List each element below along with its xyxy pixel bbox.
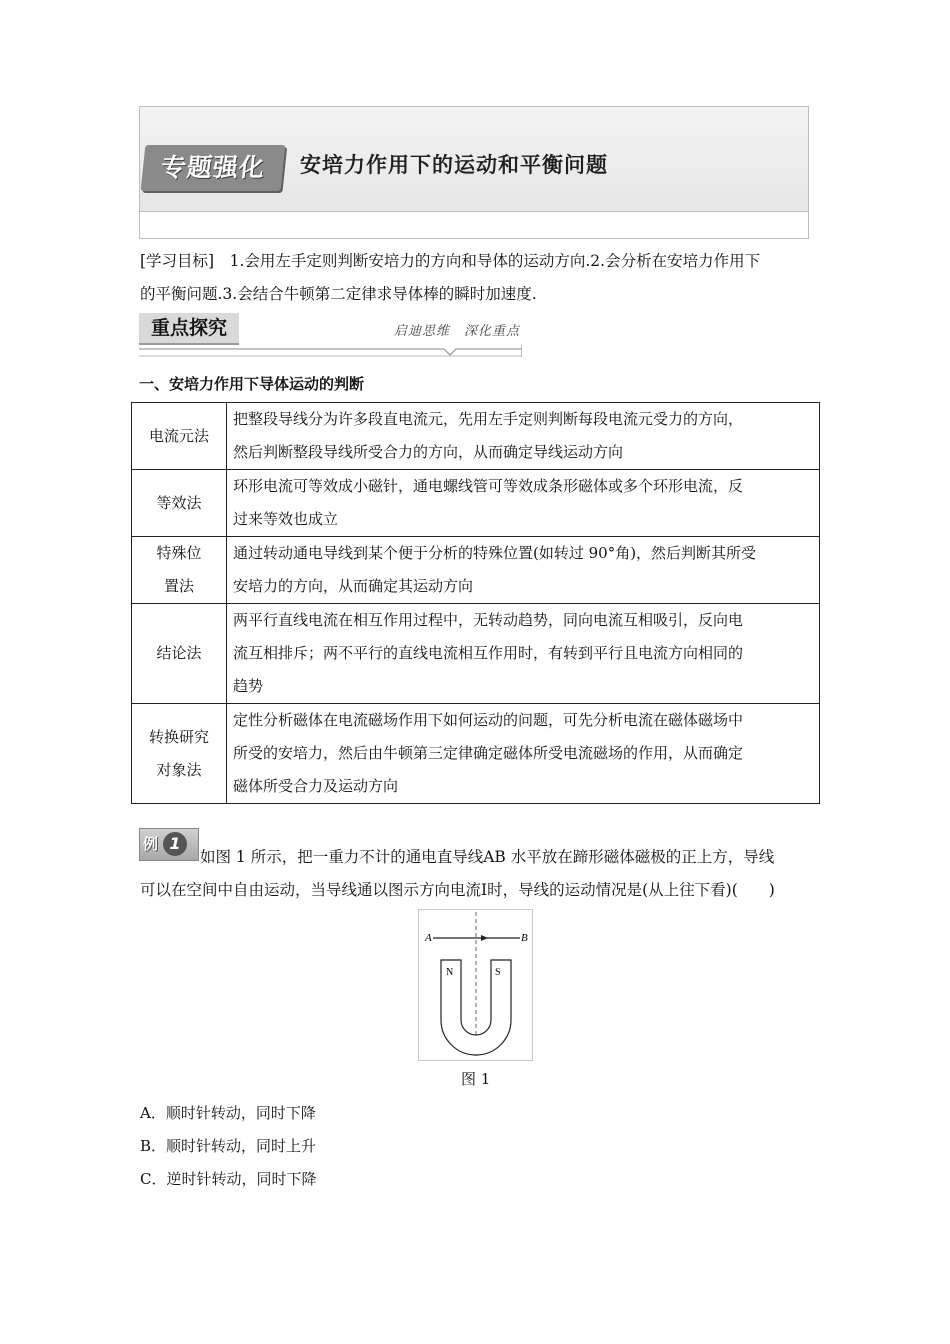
page-title: 安培力作用下的运动和平衡问题 [300,152,608,177]
label-a: A [425,932,432,944]
method-name-line: 转换研究 [148,727,209,746]
objectives-line-2: 的平衡问题.3.会结合牛顿第二定律求导体棒的瞬时加速度. [140,285,537,303]
method-description-line: 定性分析磁体在电流磁场作用下如何运动的问题，可先分析电流在磁体磁场中 [233,711,744,729]
method-name [132,704,227,804]
method-description [227,403,820,470]
method-name-line: 等效法 [156,493,202,512]
method-name-line: 置法 [163,577,194,595]
section-title: 重点探究 [139,313,239,345]
table-row [132,704,820,804]
method-name [132,537,227,604]
method-description-line: 趋势 [233,677,264,695]
table-row [132,403,820,470]
subsection-heading: 一、安培力作用下导体运动的判断 [139,375,365,393]
table-row [132,604,820,704]
method-name-line: 电流元法 [148,426,209,445]
method-description-line: 磁体所受合力及运动方向 [233,777,399,795]
method-description [227,704,820,804]
method-name-line: 特殊位 [156,544,202,562]
method-name [132,470,227,537]
example-badge-label: 例 [143,835,159,853]
option-b: B．顺时针转动，同时上升 [140,1137,317,1155]
method-name-line: 结论法 [156,644,202,662]
section-header [139,313,522,359]
method-description-line: 然后判断整段导线所受合力的方向，从而确定导线运动方向 [233,443,624,461]
method-description-line: 把整段导线分为许多段直电流元，先用左手定则判断每段电流元受力的方向， [233,410,744,428]
label-n: N [446,967,454,978]
method-description [227,537,820,604]
method-name [132,604,227,704]
option-a: A．顺时针转动，同时下降 [140,1104,316,1122]
label-b: B [521,932,528,944]
topic-badge-label: 专题强化 [159,153,267,182]
method-description [227,470,820,537]
method-description-line: 所受的安培力，然后由牛顿第三定律确定磁体所受电流磁场的作用，从而确定 [233,744,744,762]
objectives-line-1: [学习目标] 1.会用左手定则判断安培力的方向和导体的运动方向.2.会分析在安培力作用下 [140,252,761,270]
table-row [132,470,820,537]
section-subtitle: 启迪思维 深化重点 [393,324,520,339]
topic-badge [141,145,286,191]
method-description [227,604,820,704]
figure-caption: 图 1 [461,1070,491,1088]
method-description-line: 流互相排斥；两不平行的直线电流相互作用时，有转到平行且电流方向相同的 [233,644,744,662]
method-description-line: 环形电流可等效成小磁针，通电螺线管可等效成条形磁体或多个环形电流，反 [233,477,744,495]
method-name [132,403,227,470]
option-c: C．逆时针转动，同时下降 [140,1170,317,1188]
methods-table [131,402,820,804]
table-row [132,537,820,604]
method-description-line: 两平行直线电流在相互作用过程中，无转动趋势，同向电流互相吸引，反向电 [233,611,744,629]
method-description-line: 通过转动通电导线到某个便于分析的特殊位置(如转过 90°角)，然后判断其所受 [233,544,757,562]
horseshoe-magnet-diagram [419,910,532,1060]
current-arrow-icon [481,935,488,941]
figure-1 [418,909,533,1061]
title-banner-band [140,107,808,212]
example-number-icon: 1 [163,832,187,856]
example-badge [139,828,199,861]
section-divider [139,345,522,357]
example-line-1: 如图 1 所示，把一重力不计的通电直导线AB 水平放在蹄形磁体磁极的正上方，导线 [200,848,775,866]
method-name-line: 对象法 [156,760,202,779]
title-banner [139,106,809,239]
example-line-2: 可以在空间中自由运动，当导线通以图示方向电流I时，导线的运动情况是(从上往下看)( ) [140,881,775,899]
label-s: S [495,967,501,978]
method-description-line: 过来等效也成立 [233,510,339,528]
method-description-line: 安培力的方向，从而确定其运动方向 [233,577,474,595]
